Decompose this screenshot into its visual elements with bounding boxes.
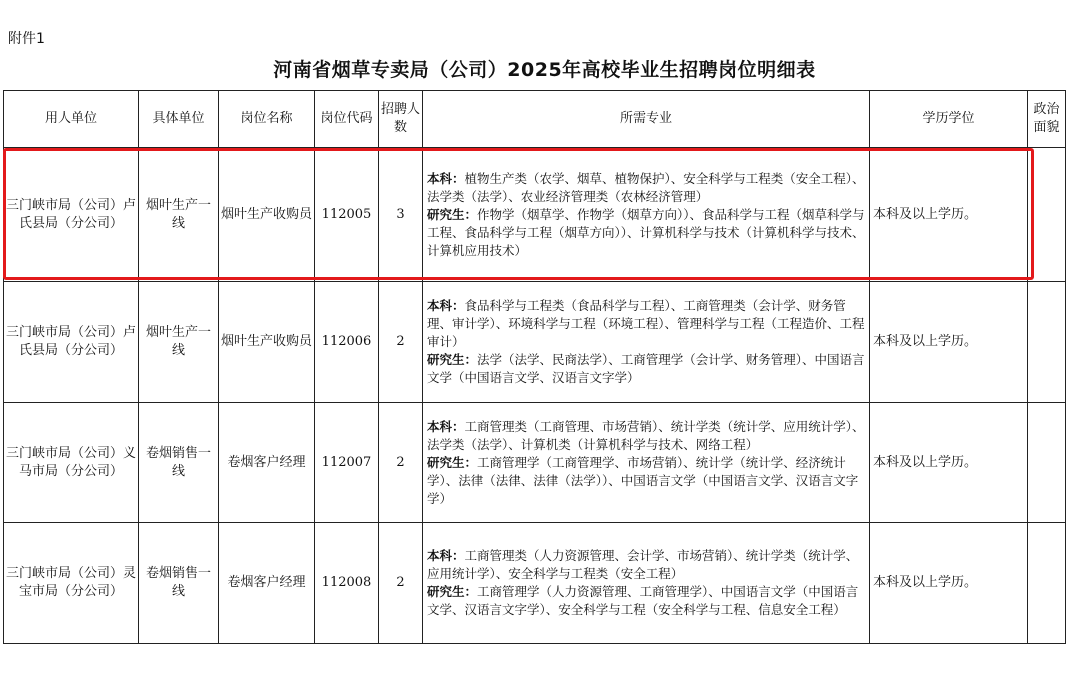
unit-cell: 卷烟销售一线: [139, 403, 219, 523]
header-count: 招聘人数: [379, 91, 423, 148]
table-row: [4, 403, 1066, 523]
header-employer: 用人单位: [4, 91, 139, 148]
count-cell: 3: [379, 148, 423, 282]
code-cell: 112005: [315, 148, 379, 282]
education-cell: 本科及以上学历。: [870, 403, 1028, 523]
graduate-label: 研究生：: [427, 206, 478, 222]
header-political: 政治面貌: [1028, 91, 1066, 148]
employer-cell: 三门峡市局（公司）卢氏县局（分公司）: [4, 282, 139, 403]
education-cell: 本科及以上学历。: [870, 148, 1028, 282]
undergrad-majors: 工商管理类（工商管理、市场营销）、统计学类（统计学、应用统计学）、法学类（法学）、计算机类（计算机科学与技术、网络工程）: [427, 418, 865, 452]
post-cell: 卷烟客户经理: [219, 403, 315, 523]
undergrad-majors: 工商管理类（人力资源管理、会计学、市场营销）、统计学类（统计学、应用统计学）、安全科学与工程类（安全工程）: [427, 548, 859, 581]
count-cell: 2: [379, 282, 423, 403]
unit-cell: 烟叶生产一线: [139, 148, 219, 282]
major-cell: [423, 523, 870, 644]
table-row: [4, 148, 1066, 282]
graduate-majors: 工商管理学（人力资源管理、工商管理学）、中国语言文学（中国语言文学、汉语言文字学）、安全科学与工程（安全科学与工程、信息安全工程）: [427, 584, 859, 617]
employer-cell: 三门峡市局（公司）卢氏县局（分公司）: [4, 148, 139, 282]
undergrad-majors: 植物生产类（农学、烟草、植物保护）、安全科学与工程类（安全工程）、法学类（法学）、农业经济管理类（农林经济管理）: [427, 170, 865, 204]
major-cell: [423, 148, 870, 282]
graduate-majors: 工商管理学（工商管理学、市场营销）、统计学（统计学、经济统计学）、法律（法律、法律（法学））、中国语言文学（中国语言文学、汉语言文字学）: [427, 454, 859, 506]
page-title: 河南省烟草专卖局（公司）2025年高校毕业生招聘岗位明细表: [273, 59, 816, 81]
major-cell: [423, 403, 870, 523]
count-cell: 2: [379, 403, 423, 523]
count-cell: 2: [379, 523, 423, 644]
education-cell: 本科及以上学历。: [870, 523, 1028, 644]
code-cell: 112008: [315, 523, 379, 644]
unit-cell: 烟叶生产一线: [139, 282, 219, 403]
political-cell: [1028, 523, 1066, 644]
undergrad-label: 本科：: [427, 418, 465, 434]
header-code: 岗位代码: [315, 91, 379, 148]
table-row: [4, 523, 1066, 644]
undergrad-majors: 食品科学与工程类（食品科学与工程）、工商管理类（会计学、财务管理、审计学）、环境科学与工程（环境工程）、管理科学与工程（工程造价、工程审计）: [427, 298, 865, 349]
code-cell: 112006: [315, 282, 379, 403]
political-cell: [1028, 403, 1066, 523]
employer-cell: 三门峡市局（公司）义马市局（分公司）: [4, 403, 139, 523]
graduate-label: 研究生：: [427, 454, 478, 470]
graduate-label: 研究生：: [427, 352, 478, 367]
education-cell: 本科及以上学历。: [870, 282, 1028, 403]
recruitment-table: [3, 90, 1066, 644]
political-cell: [1028, 148, 1066, 282]
graduate-label: 研究生：: [427, 584, 478, 599]
table-row: [4, 282, 1066, 403]
post-cell: 烟叶生产收购员: [219, 282, 315, 403]
header-post: 岗位名称: [219, 91, 315, 148]
graduate-majors: 作物学（烟草学、作物学（烟草方向））、食品科学与工程（烟草科学与工程、食品科学与工程（烟草方向））、计算机科学与技术（计算机科学与技术、计算机应用技术）: [427, 206, 865, 258]
attachment-label: 附件1: [8, 31, 45, 47]
unit-cell: 卷烟销售一线: [139, 523, 219, 644]
employer-cell: 三门峡市局（公司）灵宝市局（分公司）: [4, 523, 139, 644]
major-cell: [423, 282, 870, 403]
header-unit: 具体单位: [139, 91, 219, 148]
undergrad-label: 本科：: [427, 170, 465, 186]
undergrad-label: 本科：: [427, 548, 465, 563]
header-education: 学历学位: [870, 91, 1028, 148]
code-cell: 112007: [315, 403, 379, 523]
political-cell: [1028, 282, 1066, 403]
undergrad-label: 本科：: [427, 298, 465, 313]
post-cell: 烟叶生产收购员: [219, 148, 315, 282]
post-cell: 卷烟客户经理: [219, 523, 315, 644]
header-row: [4, 91, 1066, 148]
header-major: 所需专业: [423, 91, 870, 148]
graduate-majors: 法学（法学、民商法学）、工商管理学（会计学、财务管理）、中国语言文学（中国语言文学、汉语言文字学）: [427, 352, 865, 385]
